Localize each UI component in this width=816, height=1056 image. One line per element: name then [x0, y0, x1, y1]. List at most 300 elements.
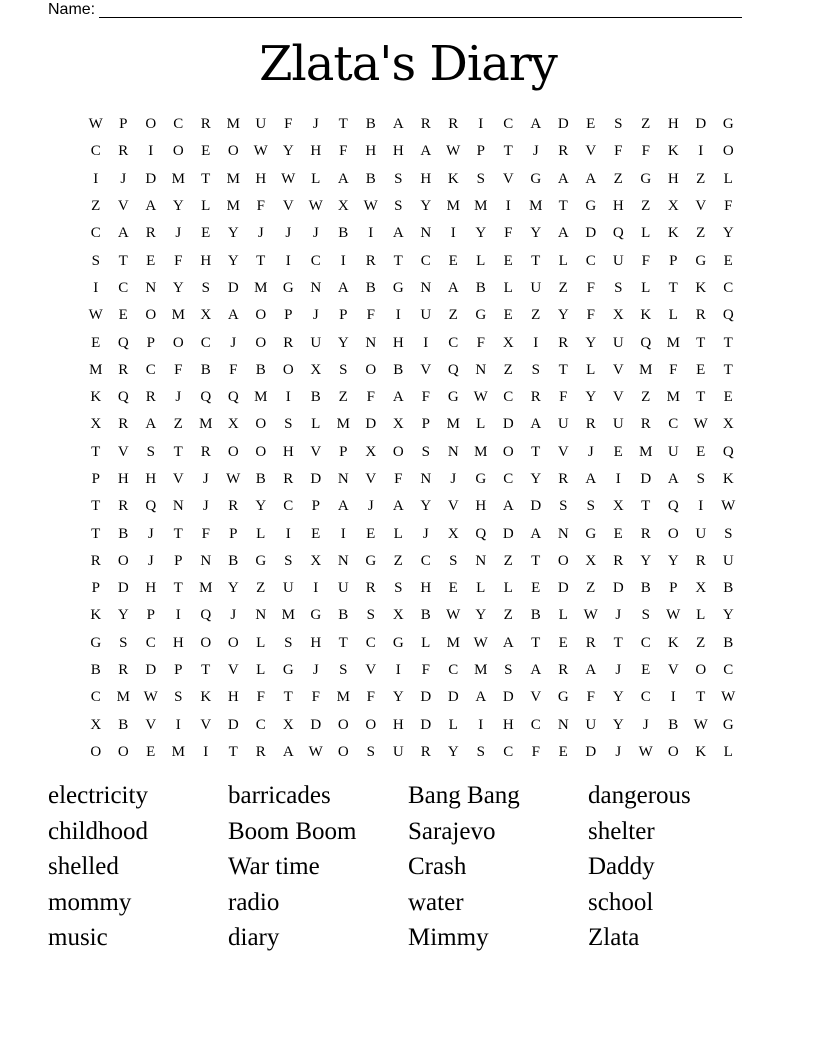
grid-row — [82, 357, 742, 384]
grid-letter: G — [310, 607, 322, 624]
grid-letter: F — [586, 307, 595, 324]
grid-letter: Z — [173, 416, 183, 433]
grid-letter: E — [366, 525, 376, 542]
grid-letter: B — [668, 716, 679, 733]
grid-letter: I — [340, 252, 346, 269]
grid-letter: G — [722, 116, 734, 133]
word-bank-item: Zlata — [588, 924, 640, 952]
grid-letter: J — [615, 743, 622, 760]
grid-letter: F — [421, 662, 430, 679]
grid-letter: X — [447, 525, 459, 542]
grid-letter: D — [585, 225, 597, 242]
grid-letter: E — [696, 361, 706, 378]
grid-letter: E — [311, 525, 321, 542]
grid-letter: T — [228, 743, 238, 760]
grid-letter: C — [283, 498, 294, 515]
grid-letter: U — [667, 443, 679, 460]
grid-letter: D — [447, 689, 459, 706]
grid-letter: I — [313, 580, 319, 597]
grid-letter: S — [119, 634, 128, 651]
grid-row — [82, 384, 742, 411]
grid-letter: M — [254, 389, 268, 406]
grid-letter: C — [145, 361, 156, 378]
grid-letter: I — [478, 716, 484, 733]
grid-letter: I — [698, 498, 704, 515]
grid-letter: W — [88, 307, 103, 324]
grid-letter: I — [395, 307, 401, 324]
grid-letter: F — [366, 689, 375, 706]
grid-letter: A — [227, 307, 239, 324]
grid-letter: M — [281, 607, 295, 624]
grid-row — [82, 630, 742, 657]
grid-letter: J — [202, 498, 209, 515]
grid-letter: R — [283, 471, 294, 487]
grid-row — [82, 466, 742, 493]
grid-row — [82, 111, 742, 138]
grid-letter: S — [394, 198, 403, 215]
grid-letter: F — [311, 689, 320, 706]
grid-letter: U — [310, 334, 322, 351]
grid-letter: W — [88, 116, 103, 133]
grid-letter: A — [585, 170, 597, 187]
grid-letter: Z — [641, 198, 651, 215]
grid-letter: Q — [722, 307, 734, 324]
grid-letter: P — [421, 416, 430, 433]
grid-letter: F — [586, 279, 595, 296]
grid-letter: T — [201, 170, 211, 187]
grid-letter: D — [365, 416, 377, 433]
grid-letter: E — [448, 580, 458, 597]
grid-letter: W — [446, 607, 461, 624]
grid-letter: C — [420, 252, 431, 269]
grid-letter: Y — [530, 225, 542, 242]
grid-letter: P — [669, 252, 678, 269]
grid-row — [82, 548, 742, 575]
grid-letter: T — [338, 116, 348, 133]
word-bank-item: Sarajevo — [408, 817, 496, 845]
grid-letter: W — [693, 716, 708, 733]
grid-letter: P — [476, 143, 485, 160]
grid-letter: D — [530, 498, 542, 515]
grid-letter: Y — [172, 198, 184, 215]
grid-letter: C — [90, 143, 101, 160]
grid-letter: X — [200, 307, 212, 324]
grid-letter: A — [392, 225, 404, 242]
grid-letter: E — [586, 116, 596, 133]
word-bank-item: War time — [228, 853, 320, 881]
grid-letter: V — [502, 170, 514, 187]
grid-letter: A — [557, 225, 569, 242]
grid-row — [82, 329, 742, 356]
grid-letter: V — [447, 498, 459, 515]
grid-row — [82, 712, 742, 739]
grid-letter: R — [200, 116, 211, 133]
word-bank-item: barricades — [228, 782, 331, 809]
grid-letter: S — [339, 662, 348, 679]
grid-letter: K — [90, 607, 102, 624]
grid-letter: J — [285, 225, 292, 242]
grid-letter: M — [446, 416, 460, 433]
grid-letter: N — [420, 225, 432, 242]
grid-letter: B — [338, 225, 349, 242]
grid-letter: S — [284, 552, 293, 569]
grid-letter: E — [201, 143, 211, 160]
grid-letter: E — [723, 389, 733, 406]
grid-letter: V — [310, 443, 322, 460]
grid-letter: B — [310, 389, 321, 406]
grid-letter: V — [172, 471, 184, 487]
grid-letter: C — [420, 552, 431, 569]
grid-letter: R — [118, 416, 129, 433]
grid-letter: R — [585, 416, 596, 433]
grid-letter: Y — [585, 389, 597, 406]
grid-letter: V — [365, 471, 377, 487]
grid-letter: E — [613, 525, 623, 542]
grid-letter: S — [91, 252, 100, 269]
grid-letter: V — [557, 443, 569, 460]
grid-row — [82, 439, 742, 466]
grid-letter: Q — [227, 389, 239, 406]
grid-letter: L — [476, 252, 486, 269]
grid-letter: U — [255, 116, 267, 133]
grid-letter: R — [118, 662, 129, 679]
grid-letter: A — [557, 170, 569, 187]
grid-letter: O — [255, 416, 267, 433]
grid-letter: R — [365, 252, 376, 269]
grid-letter: W — [721, 689, 736, 706]
grid-row — [82, 575, 742, 602]
grid-letter: V — [585, 143, 597, 160]
grid-letter: M — [639, 361, 653, 378]
grid-letter: F — [339, 143, 348, 160]
grid-letter: Y — [392, 689, 404, 706]
grid-letter: E — [146, 252, 156, 269]
grid-letter: A — [530, 416, 542, 433]
grid-letter: T — [118, 252, 128, 269]
grid-letter: F — [201, 525, 210, 542]
grid-letter: M — [226, 116, 240, 133]
grid-letter: F — [504, 225, 513, 242]
grid-letter: G — [255, 552, 267, 569]
grid-letter: H — [117, 471, 129, 487]
grid-letter: S — [504, 662, 513, 679]
grid-letter: Y — [420, 198, 432, 215]
grid-letter: F — [559, 389, 568, 406]
grid-letter: M — [666, 334, 680, 351]
grid-letter: H — [282, 443, 294, 460]
grid-letter: W — [308, 198, 323, 215]
grid-letter: C — [173, 116, 184, 133]
grid-letter: S — [421, 443, 430, 460]
grid-letter: W — [666, 607, 681, 624]
grid-letter: O — [667, 525, 679, 542]
grid-letter: J — [120, 170, 127, 187]
grid-letter: C — [530, 716, 541, 733]
grid-letter: I — [450, 225, 456, 242]
grid-letter: K — [695, 279, 707, 296]
grid-letter: R — [640, 525, 651, 542]
grid-letter: S — [394, 170, 403, 187]
grid-letter: F — [531, 743, 540, 760]
grid-letter: R — [420, 743, 431, 760]
grid-letter: L — [201, 198, 211, 215]
grid-letter: F — [724, 198, 733, 215]
grid-letter: O — [365, 361, 377, 378]
grid-letter: W — [473, 389, 488, 406]
grid-letter: B — [530, 607, 541, 624]
grid-row — [82, 684, 742, 711]
grid-letter: X — [612, 498, 624, 515]
grid-letter: I — [423, 334, 429, 351]
grid-letter: V — [282, 198, 294, 215]
grid-letter: R — [613, 552, 624, 569]
grid-letter: Q — [612, 225, 624, 242]
grid-letter: Y — [227, 225, 239, 242]
grid-letter: A — [392, 116, 404, 133]
grid-letter: G — [475, 307, 487, 324]
grid-letter: D — [420, 689, 432, 706]
grid-letter: C — [90, 225, 101, 242]
grid-row — [82, 657, 742, 684]
grid-letter: Y — [475, 225, 487, 242]
grid-letter: C — [365, 634, 376, 651]
word-bank-item: electricity — [48, 782, 148, 809]
grid-letter: J — [230, 607, 237, 624]
grid-letter: G — [392, 279, 404, 296]
grid-letter: S — [284, 416, 293, 433]
grid-letter: B — [723, 580, 734, 597]
grid-letter: T — [283, 689, 293, 706]
grid-letter: H — [227, 689, 239, 706]
grid-letter: M — [199, 416, 213, 433]
word-bank-item: music — [48, 924, 108, 952]
grid-letter: C — [255, 716, 266, 733]
grid-letter: U — [530, 279, 542, 296]
page-title: Zlata's Diary — [259, 36, 557, 92]
grid-letter: R — [420, 116, 431, 133]
grid-letter: O — [722, 143, 734, 160]
grid-letter: Q — [475, 525, 487, 542]
grid-letter: M — [474, 198, 488, 215]
grid-letter: M — [171, 743, 185, 760]
grid-letter: O — [172, 143, 184, 160]
grid-letter: B — [118, 716, 129, 733]
grid-letter: E — [641, 662, 651, 679]
grid-letter: P — [339, 307, 348, 324]
grid-row — [82, 602, 742, 629]
grid-letter: A — [530, 662, 542, 679]
grid-letter: S — [559, 498, 568, 515]
grid-letter: H — [145, 471, 157, 487]
grid-letter: L — [586, 361, 596, 378]
grid-letter: A — [530, 116, 542, 133]
grid-letter: X — [337, 198, 349, 215]
grid-letter: A — [282, 743, 294, 760]
grid-letter: C — [145, 634, 156, 651]
grid-letter: T — [338, 634, 348, 651]
grid-letter: T — [723, 361, 733, 378]
grid-letter: I — [533, 334, 539, 351]
grid-letter: P — [284, 307, 293, 324]
grid-letter: O — [695, 662, 707, 679]
grid-letter: R — [228, 498, 239, 515]
grid-letter: P — [174, 662, 183, 679]
grid-letter: N — [145, 279, 157, 296]
grid-letter: P — [174, 552, 183, 569]
grid-letter: I — [395, 662, 401, 679]
grid-letter: N — [420, 279, 432, 296]
grid-letter: M — [226, 198, 240, 215]
grid-letter: H — [172, 634, 184, 651]
grid-letter: S — [174, 689, 183, 706]
grid-letter: I — [368, 225, 374, 242]
grid-letter: L — [558, 252, 568, 269]
grid-letter: P — [146, 334, 155, 351]
grid-letter: R — [640, 416, 651, 433]
grid-letter: C — [640, 689, 651, 706]
grid-letter: H — [145, 580, 157, 597]
grid-letter: R — [558, 143, 569, 160]
grid-letter: O — [117, 552, 129, 569]
grid-letter: Y — [420, 498, 432, 515]
grid-letter: L — [641, 225, 651, 242]
grid-letter: R — [255, 743, 266, 760]
grid-letter: A — [337, 279, 349, 296]
grid-row — [82, 193, 742, 220]
grid-letter: B — [338, 607, 349, 624]
grid-letter: F — [476, 334, 485, 351]
grid-letter: I — [148, 143, 154, 160]
grid-letter: T — [173, 443, 183, 460]
grid-letter: D — [227, 716, 239, 733]
grid-letter: F — [174, 361, 183, 378]
grid-letter: W — [308, 743, 323, 760]
grid-letter: D — [502, 416, 514, 433]
grid-letter: L — [503, 580, 513, 597]
grid-letter: Y — [585, 334, 597, 351]
grid-letter: I — [93, 170, 99, 187]
word-bank-item: shelled — [48, 853, 119, 881]
grid-letter: L — [421, 634, 431, 651]
grid-letter: R — [145, 389, 156, 406]
grid-letter: U — [420, 307, 432, 324]
grid-letter: E — [558, 634, 568, 651]
grid-letter: H — [255, 170, 267, 187]
grid-letter: T — [668, 279, 678, 296]
word-bank-item: Bang Bang — [408, 782, 520, 809]
grid-letter: Y — [337, 334, 349, 351]
grid-letter: G — [475, 471, 487, 487]
grid-letter: T — [531, 252, 541, 269]
grid-row — [82, 247, 742, 274]
grid-letter: V — [200, 716, 212, 733]
grid-letter: D — [117, 580, 129, 597]
grid-letter: B — [723, 634, 734, 651]
grid-letter: I — [698, 143, 704, 160]
grid-letter: X — [227, 416, 239, 433]
grid-letter: L — [696, 607, 706, 624]
grid-letter: N — [365, 334, 377, 351]
grid-letter: T — [558, 198, 568, 215]
grid-letter: L — [668, 307, 678, 324]
grid-letter: Y — [447, 743, 459, 760]
grid-letter: A — [420, 143, 432, 160]
grid-letter: V — [227, 662, 239, 679]
grid-letter: O — [392, 443, 404, 460]
grid-letter: X — [310, 552, 322, 569]
grid-letter: Z — [641, 389, 651, 406]
grid-letter: D — [557, 580, 569, 597]
grid-letter: I — [93, 279, 99, 296]
grid-letter: N — [310, 279, 322, 296]
grid-letter: V — [145, 716, 157, 733]
grid-letter: M — [171, 170, 185, 187]
grid-letter: J — [202, 471, 209, 487]
grid-letter: N — [557, 525, 569, 542]
grid-letter: J — [615, 607, 622, 624]
grid-letter: W — [281, 170, 296, 187]
grid-letter: U — [392, 743, 404, 760]
word-bank-item: radio — [228, 888, 280, 916]
grid-letter: E — [696, 443, 706, 460]
grid-letter: P — [669, 580, 678, 597]
grid-letter: I — [285, 389, 291, 406]
grid-letter: T — [531, 443, 541, 460]
grid-letter: C — [640, 634, 651, 651]
grid-letter: R — [558, 471, 569, 487]
grid-letter: L — [256, 525, 266, 542]
grid-letter: K — [667, 143, 679, 160]
grid-letter: R — [448, 116, 459, 133]
grid-letter: O — [255, 443, 267, 460]
grid-letter: D — [502, 689, 514, 706]
grid-letter: S — [366, 743, 375, 760]
grid-letter: L — [476, 416, 486, 433]
grid-letter: T — [91, 525, 101, 542]
grid-letter: Z — [503, 607, 513, 624]
grid-letter: O — [200, 634, 212, 651]
grid-row — [82, 302, 742, 329]
grid-letter: I — [285, 525, 291, 542]
name-line[interactable] — [99, 2, 742, 18]
grid-letter: Y — [640, 552, 652, 569]
grid-letter: O — [90, 743, 102, 760]
grid-letter: F — [174, 252, 183, 269]
grid-letter: J — [312, 225, 319, 242]
grid-letter: U — [557, 416, 569, 433]
grid-letter: B — [640, 580, 651, 597]
grid-letter: U — [722, 552, 734, 569]
word-bank-item: mommy — [48, 888, 132, 916]
grid-letter: O — [172, 334, 184, 351]
grid-letter: R — [695, 552, 706, 569]
grid-letter: G — [722, 716, 734, 733]
grid-letter: W — [363, 198, 378, 215]
grid-letter: W — [638, 743, 653, 760]
grid-letter: R — [145, 225, 156, 242]
grid-letter: B — [420, 607, 431, 624]
grid-letter: M — [529, 198, 543, 215]
grid-letter: P — [119, 116, 128, 133]
grid-letter: U — [612, 416, 624, 433]
grid-letter: A — [392, 498, 404, 515]
grid-letter: D — [310, 716, 322, 733]
grid-letter: A — [337, 498, 349, 515]
grid-letter: H — [392, 716, 404, 733]
grid-letter: B — [255, 361, 266, 378]
grid-letter: L — [256, 634, 266, 651]
grid-letter: F — [256, 198, 265, 215]
